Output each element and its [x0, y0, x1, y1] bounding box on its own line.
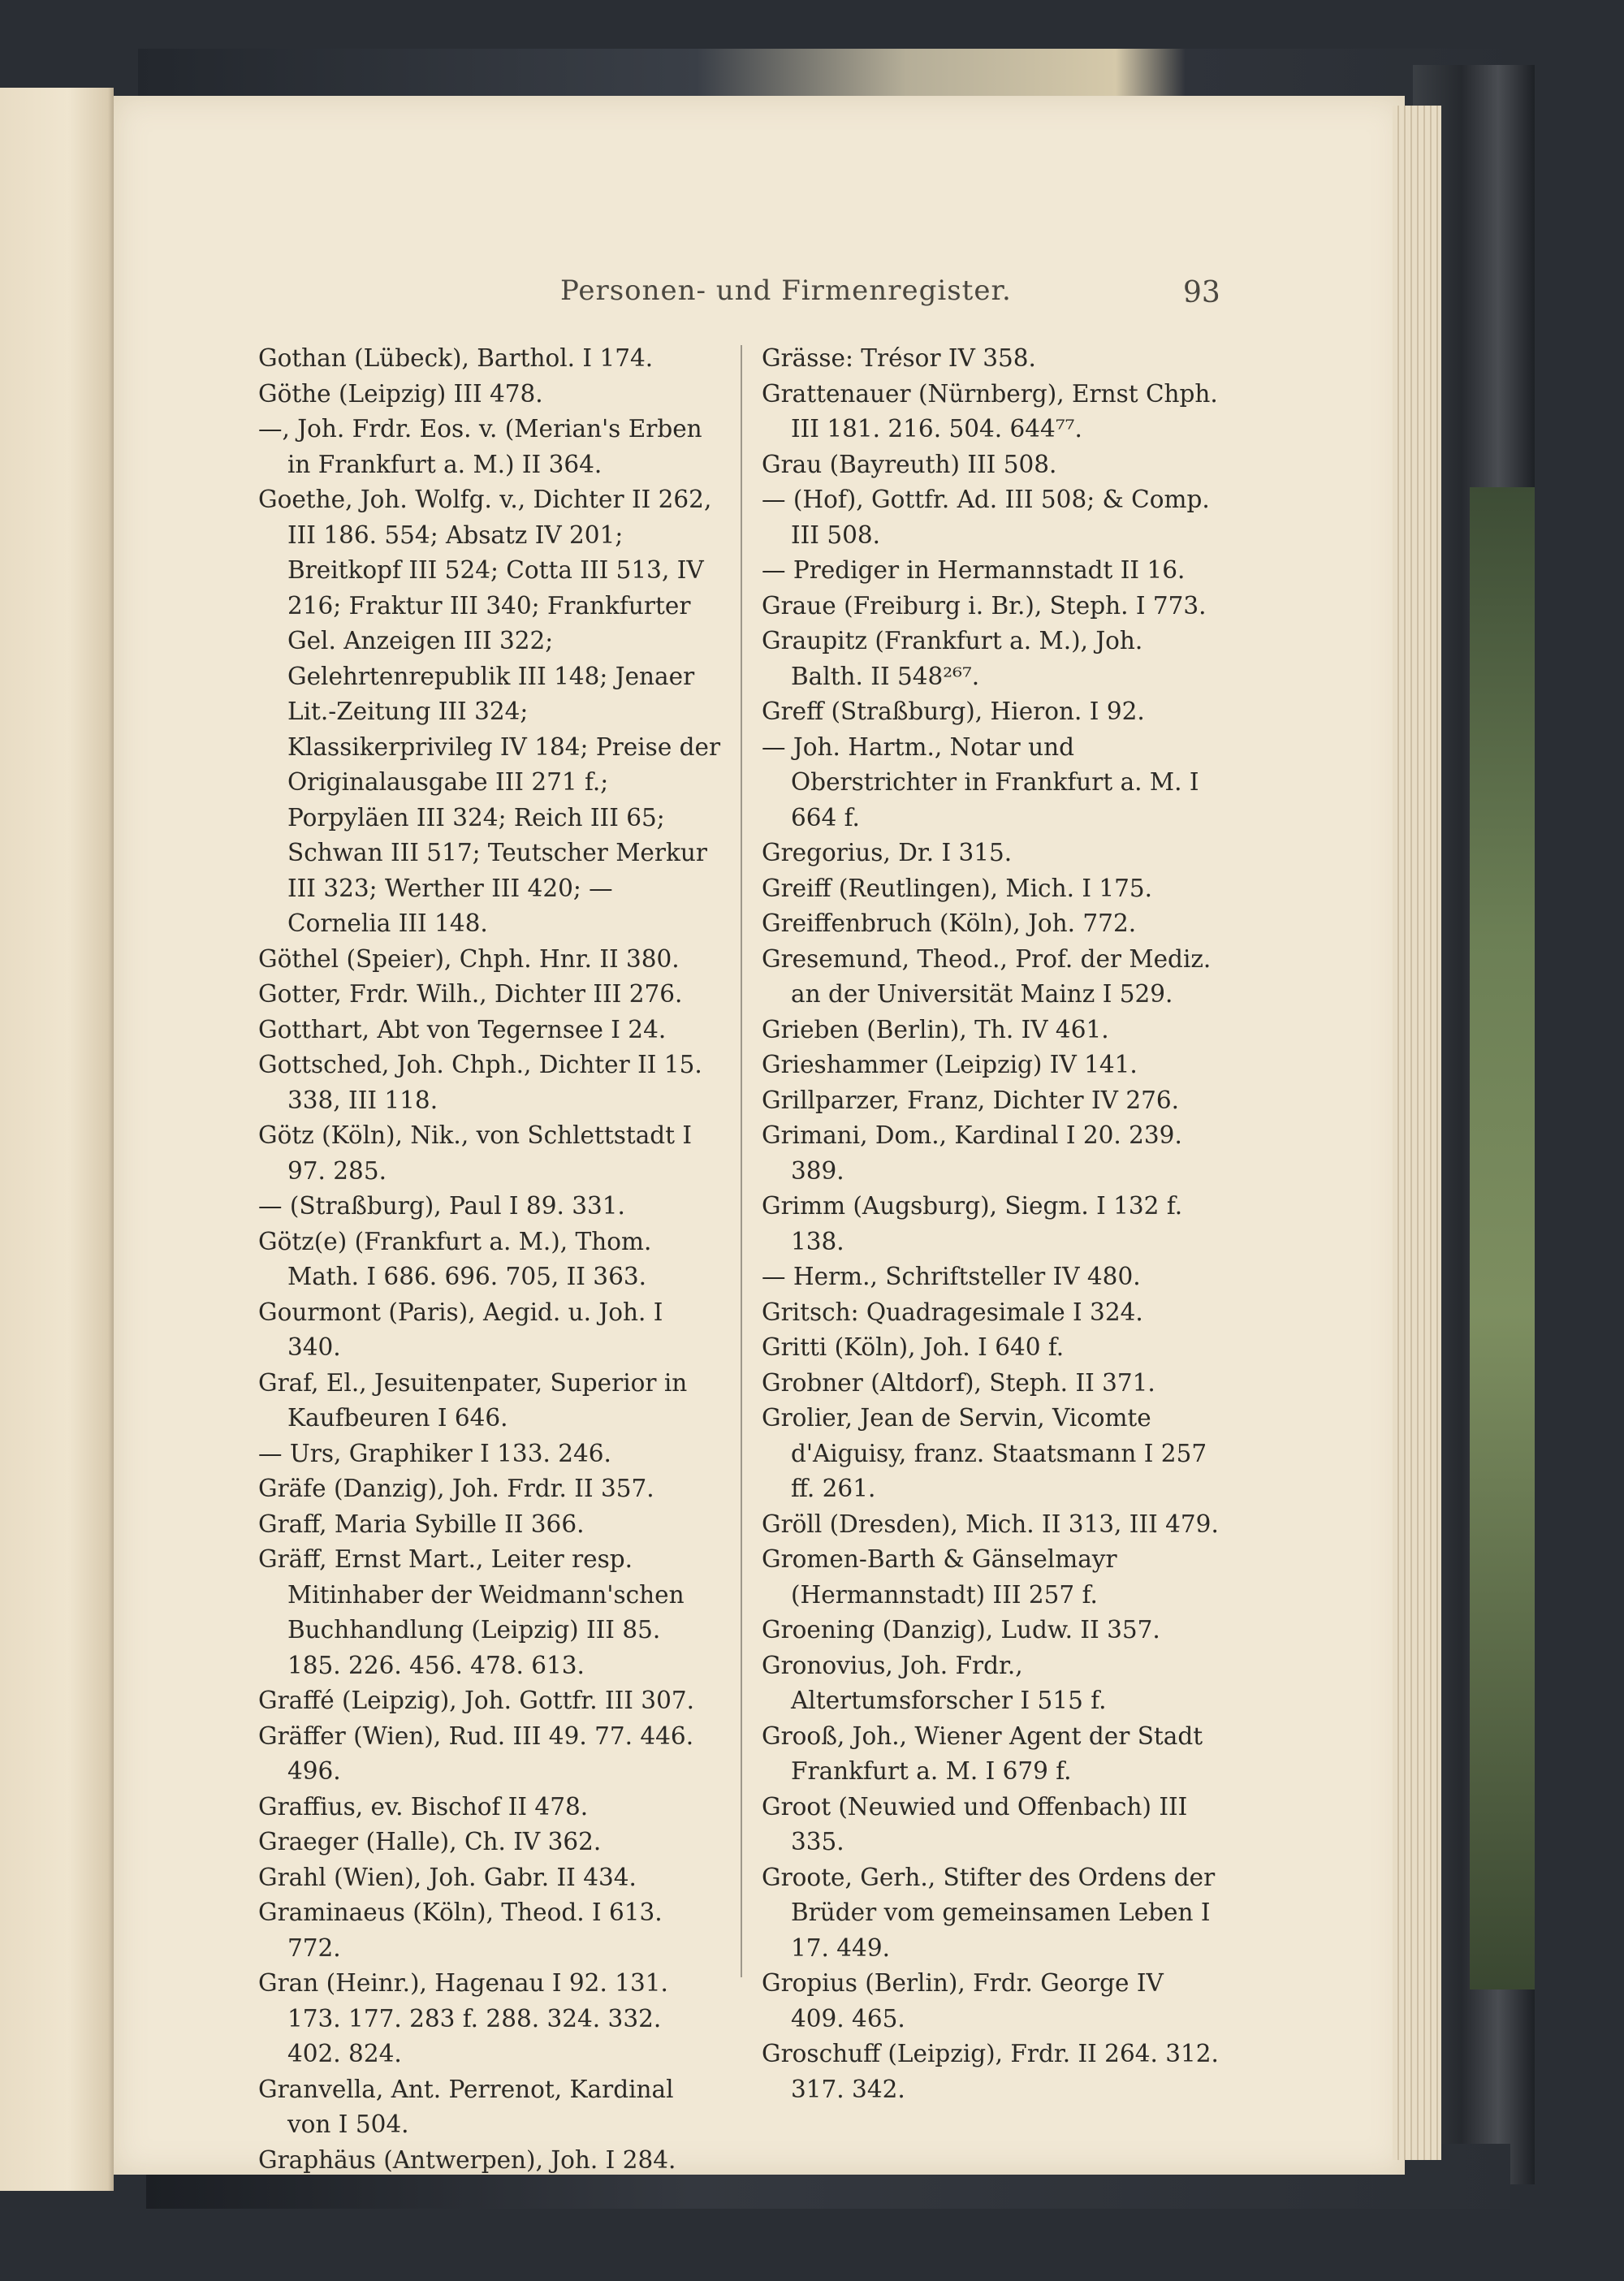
index-entry: — Prediger in Hermannstadt II 16. — [762, 556, 1186, 584]
index-entry: Gotthart, Abt von Tegernsee I 24. — [258, 1015, 667, 1043]
index-entry: Grimm (Augsburg), Siegm. I 132 f. 138. — [762, 1192, 1183, 1255]
index-entry: Grässe: Trésor IV 358. — [762, 344, 1036, 372]
index-entry: Graupitz (Frankfurt a. M.), Joh. Balth. II 548²⁶⁷. — [762, 627, 1143, 690]
index-entry: Gritti (Köln), Joh. I 640 f. — [762, 1333, 1065, 1361]
index-entry: Göthe (Leipzig) III 478. — [258, 379, 543, 408]
index-entry: Graue (Freiburg i. Br.), Steph. I 773. — [762, 591, 1207, 620]
index-entry: — (Straßburg), Paul I 89. 331. — [258, 1192, 625, 1220]
index-entry: Grolier, Jean de Servin, Vicomte d'Aiguisy, franz. Staatsmann I 257 ff. 261. — [762, 1404, 1207, 1502]
index-entry: — Urs, Graphiker I 133. 246. — [258, 1439, 611, 1467]
index-entry: Grieshammer (Leipzig) IV 141. — [762, 1051, 1138, 1078]
index-entry: Grieben (Berlin), Th. IV 461. — [762, 1015, 1109, 1043]
index-entry: Groote, Gerh., Stifter des Ordens der Brüder vom gemeinsamen Leben I 17. 449. — [762, 1863, 1216, 1962]
index-entry: Greff (Straßburg), Hieron. I 92. — [762, 698, 1145, 725]
index-column-right — [762, 341, 1220, 2107]
index-entry: Gritsch: Quadragesimale I 324. — [762, 1298, 1143, 1326]
index-entry: Gran (Heinr.), Hagenau I 92. 131. 173. 177. 283 f. 288. 324. 332. 402. 824. — [258, 1969, 668, 2067]
index-entry: Gresemund, Theod., Prof. der Mediz. an der Universität Mainz I 529. — [762, 944, 1212, 1008]
index-entry: Graffé (Leipzig), Joh. Gottfr. III 307. — [258, 1687, 694, 1714]
index-entry: Gothan (Lübeck), Barthol. I 174. — [258, 344, 654, 372]
index-entry: Gotter, Frdr. Wilh., Dichter III 276. — [258, 980, 683, 1008]
index-entry: Grau (Bayreuth) III 508. — [762, 450, 1057, 478]
index-entry: Gräfe (Danzig), Joh. Frdr. II 357. — [258, 1475, 654, 1502]
index-entry: —, Joh. Frdr. Eos. v. (Merian's Erben in Frankfurt a. M.) II 364. — [258, 415, 702, 478]
index-entry: Groening (Danzig), Ludw. II 357. — [762, 1616, 1160, 1644]
index-entry: Götz (Köln), Nik., von Schlettstadt I 97. 285. — [258, 1121, 693, 1185]
index-entry: Grooß, Joh., Wiener Agent der Stadt Frankfurt a. M. I 679 f. — [762, 1722, 1203, 1785]
index-entry: Grillparzer, Franz, Dichter IV 276. — [762, 1086, 1180, 1114]
index-entry: Gropius (Berlin), Frdr. George IV 409. 465. — [762, 1969, 1164, 2033]
index-entry: Grahl (Wien), Joh. Gabr. II 434. — [258, 1863, 637, 1891]
index-entry: Göthel (Speier), Chph. Hnr. II 380. — [258, 944, 680, 973]
index-entry: Götz(e) (Frankfurt a. M.), Thom. Math. I 686. 696. 705, II 363. — [258, 1227, 652, 1290]
page-edges — [1393, 106, 1441, 2160]
index-entry: Groschuff (Leipzig), Frdr. II 264. 312. 317. 342. — [762, 2040, 1219, 2103]
index-entry: Gräffer (Wien), Rud. III 49. 77. 446. 496. — [258, 1722, 694, 1785]
column-divider — [741, 345, 742, 1977]
index-entry: Graf, El., Jesuitenpater, Superior in Kaufbeuren I 646. — [258, 1368, 688, 1432]
index-entry: Grattenauer (Nürnberg), Ernst Chph. III 181. 216. 504. 644⁷⁷. — [762, 379, 1218, 443]
index-entry: Graeger (Halle), Ch. IV 362. — [258, 1828, 602, 1855]
index-column-left — [258, 341, 721, 2178]
index-entry: Graff, Maria Sybille II 366. — [258, 1510, 585, 1538]
index-entry: Groot (Neuwied und Offenbach) III 335. — [762, 1792, 1188, 1855]
index-entry: Gronovius, Joh. Frdr., Altertumsforscher I 515 f. — [762, 1651, 1107, 1714]
index-entry: Graminaeus (Köln), Theod. I 613. 772. — [258, 1899, 663, 1962]
running-header: Personen- und Firmenregister. — [560, 274, 1012, 307]
index-entry: Gregorius, Dr. I 315. — [762, 839, 1013, 866]
index-entry: Gottsched, Joh. Chph., Dichter II 15. 338, III 118. — [258, 1051, 702, 1114]
index-entry: Graphäus (Antwerpen), Joh. I 284. — [258, 2145, 676, 2174]
index-entry: Granvella, Ant. Perrenot, Kardinal von I 504. — [258, 2075, 674, 2138]
page-number: 93 — [1183, 276, 1220, 309]
index-entry: Gröll (Dresden), Mich. II 313, III 479. — [762, 1510, 1219, 1538]
index-entry: Grimani, Dom., Kardinal I 20. 239. 389. — [762, 1121, 1182, 1185]
book-spine-cloth — [1470, 487, 1535, 1989]
index-entry: — (Hof), Gottfr. Ad. III 508; & Comp. III 508. — [762, 486, 1210, 549]
facing-page-edge — [0, 88, 114, 2191]
index-entry: Goethe, Joh. Wolfg. v., Dichter II 262, III 186. 554; Absatz IV 201; Breitkopf III 524; Cotta III 513, IV 216; Fraktur III 340; Frankfurter Gel. Anzeigen III 322; Gelehrtenrepublik III 148; Jenaer Lit.-Zeitung III 324; Klassikerprivileg IV 184; Preise der Originalausgabe III 271 f.; Porpyläen III 324; Reich III 65; Schwan III 517; Teutscher Merkur III 323; Werther III 420; — Cornelia III 148. — [258, 486, 721, 937]
index-entry: — Joh. Hartm., Notar und Oberstrichter in Frankfurt a. M. I 664 f. — [762, 732, 1199, 832]
index-entry: Graffius, ev. Bischof II 478. — [258, 1792, 589, 1821]
index-entry: Greiffenbruch (Köln), Joh. 772. — [762, 909, 1137, 937]
index-entry: Grobner (Altdorf), Steph. II 371. — [762, 1368, 1155, 1397]
index-entry: Greiff (Reutlingen), Mich. I 175. — [762, 874, 1153, 902]
index-entry: Gromen-Barth & Gänselmayr (Hermannstadt) III 257 f. — [762, 1545, 1117, 1609]
index-entry: — Herm., Schriftsteller IV 480. — [762, 1263, 1141, 1290]
index-entry: Gräff, Ernst Mart., Leiter resp. Mitinhaber der Weidmann'schen Buchhandlung (Leipzig) III 85. 185. 226. 456. 478. 613. — [258, 1545, 685, 1679]
index-entry: Gourmont (Paris), Aegid. u. Joh. I 340. — [258, 1298, 663, 1361]
